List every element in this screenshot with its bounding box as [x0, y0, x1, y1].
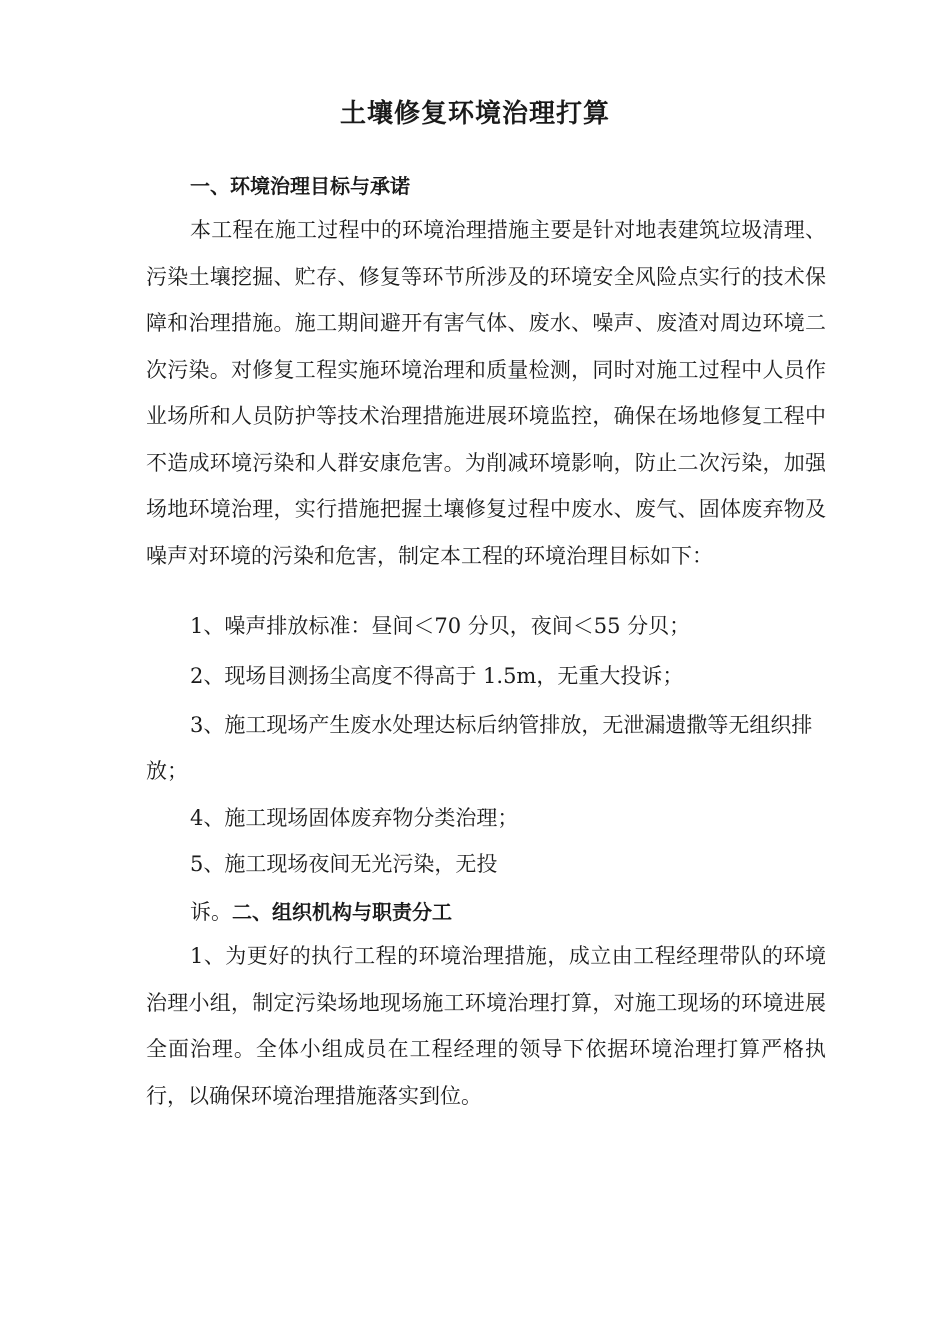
- section-2-paragraph-1: 1、为更好的执行工程的环境治理措施，成立由工程经理带队的环境治理小组，制定污染场地现场施工环境治理打算，对施工现场的环境进展全面治理。全体小组成员在工程经理的领导下依据环境治理打算严格执行，以确保环境治理措施落实到位。: [146, 944, 826, 1108]
- target-item-2: 2、现场目测扬尘高度不得高于 1.5m，无重大投诉；: [190, 664, 684, 688]
- document-title: 土壤修复环境治理打算: [339, 99, 610, 129]
- target-item-5-tail: 诉。: [190, 900, 232, 924]
- section-2-heading: 二、组织机构与职责分工: [232, 900, 452, 924]
- target-item-5-continuation: [190, 897, 452, 927]
- target-item-1: 1、噪声排放标准：昼间＜70 分贝，夜间＜55 分贝；: [190, 614, 691, 638]
- target-item-4: 4、施工现场固体废弃物分类治理；: [190, 806, 519, 830]
- section-1-intro-paragraph: 本工程在施工过程中的环境治理措施主要是针对地表建筑垃圾清理、污染土壤挖掘、贮存、修复等环节所涉及的环境安全风险点实行的技术保障和治理措施。施工期间避开有害气体、废水、噪声、废渣对周边环境二次污染。对修复工程实施环境治理和质量检测，同时对施工过程中人员作业场所和人员防护等技术治理措施进展环境监控，确保在场地修复工程中不造成环境污染和人群安康危害。为削减环境影响，防止二次污染，加强场地环境治理，实行措施把握土壤修复过程中废水、废气、固体废弃物及噪声对环境的污染和危害，制定本工程的环境治理目标如下：: [146, 218, 826, 568]
- target-item-5: 5、施工现场夜间无光污染，无投: [190, 852, 498, 876]
- section-1-heading: 一、环境治理目标与承诺: [190, 174, 410, 198]
- target-item-3: 3、施工现场产生废水处理达标后纳管排放，无泄漏遗撒等无组织排放；: [146, 713, 813, 783]
